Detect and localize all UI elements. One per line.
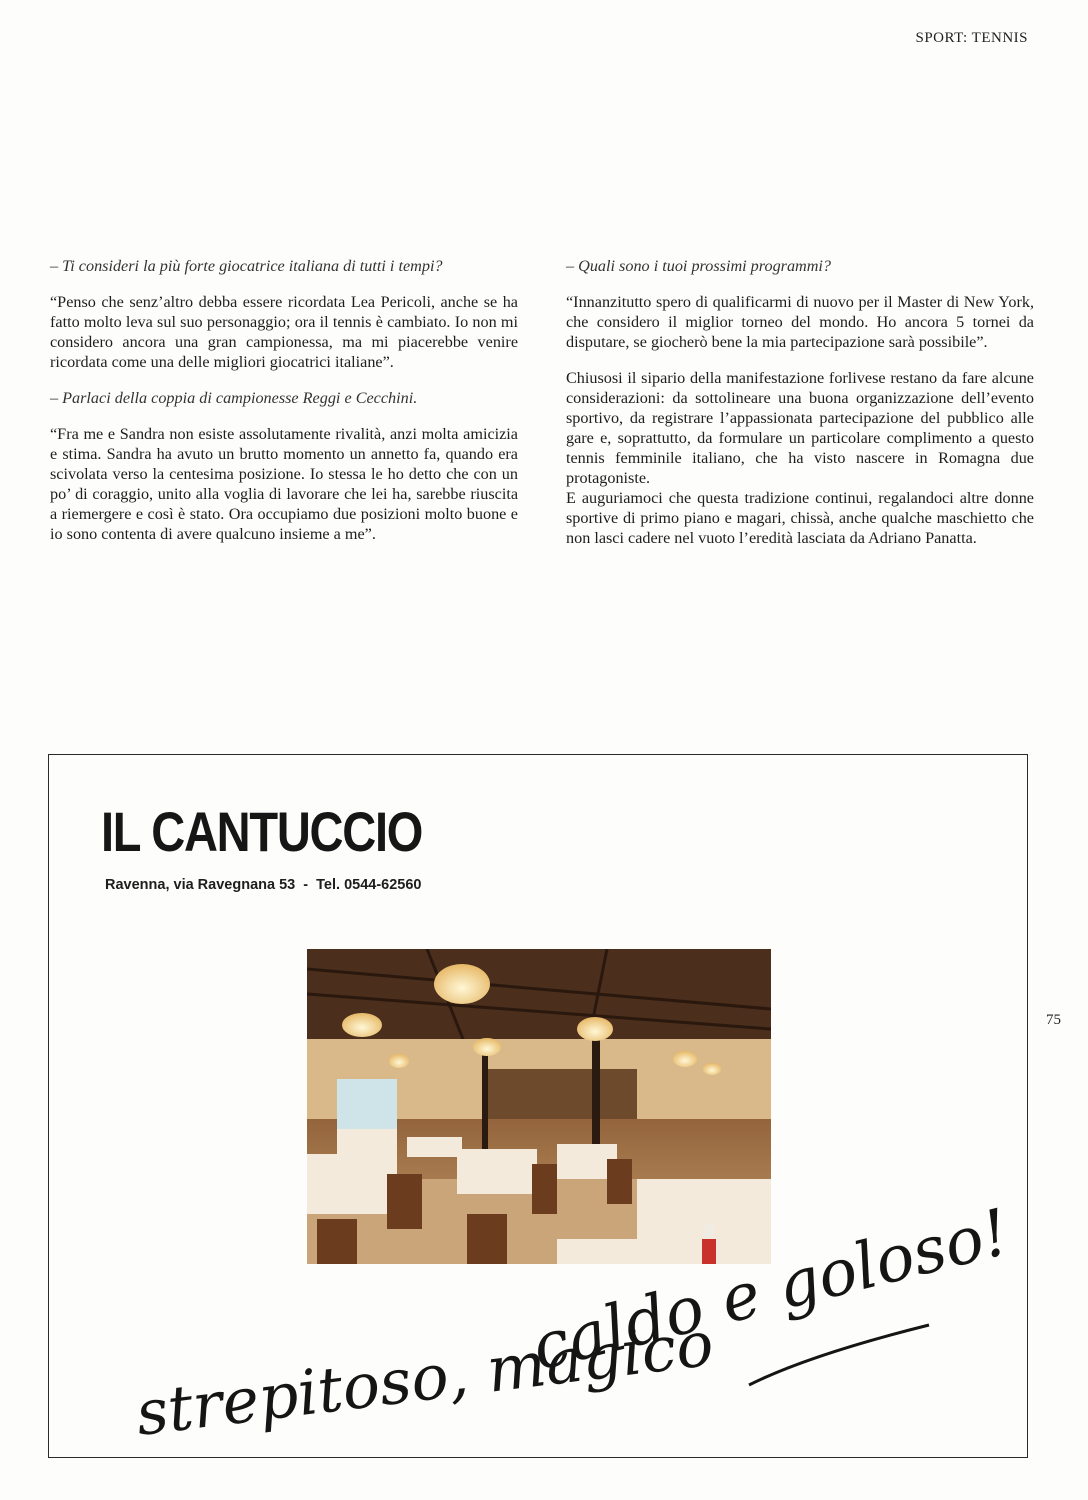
- interview-answer: “Penso che senz’altro debba essere ricordata Lea Pericoli, anche se ha fatto molto leva sul suo personaggio; ora il tennis è cambiato. Io non mi considero ancora una gran campionessa, ma mi piacerebbe venire ricordata come una delle migliori giocatrici italiane”.: [50, 293, 518, 371]
- article-paragraph: Chiusosi il sipario della manifestazione forlivese restano da fare alcune considerazioni: da sottolineare una buona organizzazione dell’evento sportivo, da registrare l’appassionata partecipazione del pubblico alle gare e, soprattutto, da formulare un particolare complimento a questo tennis femminile italiano, che ha visto nascere in Romagna due protagoniste.: [566, 369, 1034, 487]
- slogan-line-2: caldo e goloso!: [524, 1195, 1017, 1386]
- restaurant-address: Ravenna, via Ravegnana 53 - Tel. 0544-62560: [105, 877, 422, 893]
- interview-answer: “Fra me e Sandra non esiste assolutamente rivalità, anzi molta amicizia e stima. Sandra ha avuto un brutto momento un annetto fa, quando era scivolata verso la centesima posizione. Io stessa le ho detto che con un po’ di coraggio, unito alla voglia di lavorare che lei ha, sarebbe riuscita a riemergere e così è stato. Ora occupiamo due posizioni molto buone e io sono contenta di avere qualcuno insieme a me”.: [50, 425, 518, 543]
- article-left-column: [50, 256, 518, 560]
- page-number: 75: [1046, 1012, 1061, 1028]
- article-right-column: [566, 256, 1034, 564]
- section-label: SPORT: TENNIS: [915, 30, 1028, 46]
- interview-question: – Ti consideri la più forte giocatrice italiana di tutti i tempi?: [50, 257, 443, 275]
- handwritten-slogan: [89, 1155, 1017, 1455]
- slogan-flourish: [749, 1325, 929, 1385]
- article-paragraph: E auguriamoci che questa tradizione continui, regalandoci altre donne sportive di primo piano e magari, chissà, anche qualche maschietto che non lasci cadere nel vuoto l’eredità lasciata da Adriano Panatta.: [566, 489, 1034, 547]
- interview-question: – Parlaci della coppia di campionesse Reggi e Cecchini.: [50, 389, 418, 407]
- slogan-line-1: strepitoso, magico: [131, 1306, 718, 1450]
- interview-answer: “Innanzitutto spero di qualificarmi di nuovo per il Master di New York, che considero il miglior torneo del mondo. Ho ancora 5 tornei da disputare, se giocherò bene la mia partecipazione sarà possibile”.: [566, 293, 1034, 351]
- restaurant-name: IL CANTUCCIO: [101, 800, 423, 863]
- restaurant-advertisement: [48, 754, 1028, 1458]
- interview-question: – Quali sono i tuoi prossimi programmi?: [566, 257, 832, 275]
